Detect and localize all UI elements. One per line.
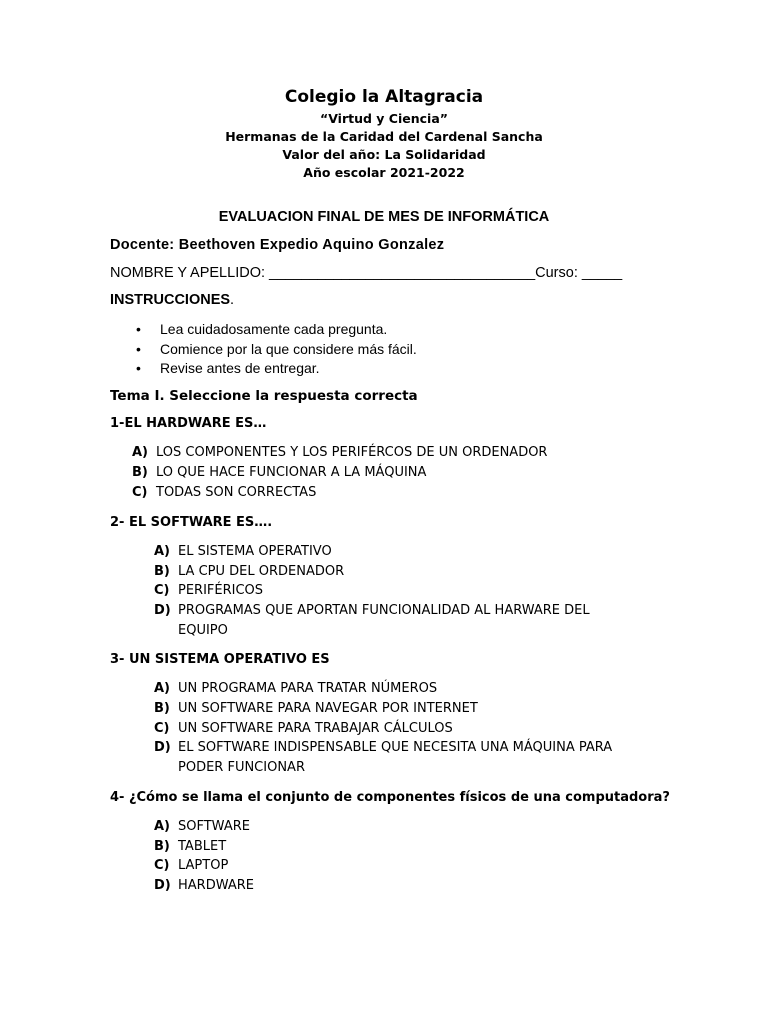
question-title: 2- EL SOFTWARE ES…. — [110, 515, 273, 530]
answer-option — [154, 681, 437, 696]
answer-option — [154, 878, 254, 893]
answer-option — [154, 858, 228, 873]
question-title: 4- ¿Cómo se llama el conjunto de componentes físicos de una computadora? — [110, 790, 670, 805]
option-letter: D) — [154, 603, 171, 618]
option-letter: D) — [154, 740, 171, 755]
instructions-heading-period: . — [230, 292, 235, 308]
school-name: Colegio la Altagracia — [284, 87, 484, 107]
option-text: LA CPU DEL ORDENADOR — [178, 564, 345, 579]
option-letter: B) — [154, 839, 170, 854]
option-text: EL SOFTWARE INDISPENSABLE QUE NECESITA UNA MÁQUINA PARA — [178, 740, 613, 755]
option-letter: A) — [154, 819, 171, 834]
school-year: Año escolar 2021-2022 — [303, 165, 465, 180]
option-letter: A) — [154, 681, 171, 696]
instruction-text: Comience por la que considere más fácil. — [160, 340, 417, 357]
option-letter: C) — [154, 583, 170, 598]
answer-option — [154, 544, 332, 559]
option-letter: B) — [154, 701, 170, 716]
option-text: UN SOFTWARE PARA TRABAJAR CÁLCULOS — [178, 721, 453, 736]
option-letter: C) — [154, 721, 170, 736]
option-letter: A) — [132, 445, 149, 460]
answer-option — [132, 485, 316, 500]
option-text-continued: EQUIPO — [178, 623, 228, 638]
teacher-name: Docente: Beethoven Expedio Aquino Gonzalez — [110, 237, 445, 253]
answer-option — [132, 465, 426, 480]
option-letter: D) — [154, 878, 171, 893]
question-title: 1-EL HARDWARE ES… — [110, 416, 267, 431]
answer-option — [154, 564, 344, 579]
option-letter: B) — [154, 564, 170, 579]
answer-option — [154, 603, 590, 618]
option-text: UN SOFTWARE PARA NAVEGAR POR INTERNET — [178, 701, 478, 716]
answer-option — [132, 445, 547, 460]
option-text: UN PROGRAMA PARA TRATAR NÚMEROS — [178, 681, 438, 696]
answer-option — [154, 839, 226, 854]
option-letter: C) — [132, 485, 148, 500]
congregation-name: Hermanas de la Caridad del Cardenal Sancha — [225, 129, 543, 144]
section-title: Tema I. Seleccione la respuesta correcta — [110, 388, 418, 404]
answer-option — [154, 721, 453, 736]
answer-option — [154, 819, 250, 834]
question-title: 3- UN SISTEMA OPERATIVO ES — [110, 652, 330, 667]
instruction-text: Revise antes de entregar. — [160, 360, 320, 376]
option-text: LOS COMPONENTES Y LOS PERIFÉRCOS DE UN ORDENADOR — [156, 445, 548, 460]
instruction-text: Lea cuidadosamente cada pregunta. — [160, 321, 388, 337]
exam-title: EVALUACION FINAL DE MES DE INFORMÁTICA — [218, 209, 550, 225]
option-text-continued: PODER FUNCIONAR — [178, 760, 305, 775]
option-text: PERIFÉRICOS — [178, 583, 264, 598]
option-letter: B) — [132, 465, 148, 480]
value-of-year: Valor del año: La Solidaridad — [282, 147, 486, 162]
instructions-heading-label: INSTRUCCIONES — [110, 292, 231, 308]
option-text: TODAS SON CORRECTAS — [156, 485, 317, 500]
bullet-icon: • — [136, 321, 141, 337]
answer-option — [154, 701, 478, 716]
answer-option — [154, 583, 263, 598]
answer-option — [154, 740, 612, 755]
option-text: PROGRAMAS QUE APORTAN FUNCIONALIDAD AL HARWARE DEL — [178, 603, 590, 618]
option-letter: A) — [154, 544, 171, 559]
bullet-icon: • — [136, 340, 141, 357]
option-text: LAPTOP — [178, 858, 229, 873]
instructions-heading — [110, 292, 234, 308]
option-letter: C) — [154, 858, 170, 873]
option-text: SOFTWARE — [178, 819, 250, 834]
option-text: EL SISTEMA OPERATIVO — [178, 544, 332, 559]
option-text: LO QUE HACE FUNCIONAR A LA MÁQUINA — [156, 465, 427, 480]
option-text: HARDWARE — [178, 878, 254, 893]
bullet-icon: • — [136, 360, 141, 376]
option-text: TABLET — [178, 839, 227, 854]
school-motto: “Virtud y Ciencia” — [320, 111, 448, 126]
student-name-line: NOMBRE Y APELLIDO: _________________________________Curso: _____ — [110, 265, 623, 281]
